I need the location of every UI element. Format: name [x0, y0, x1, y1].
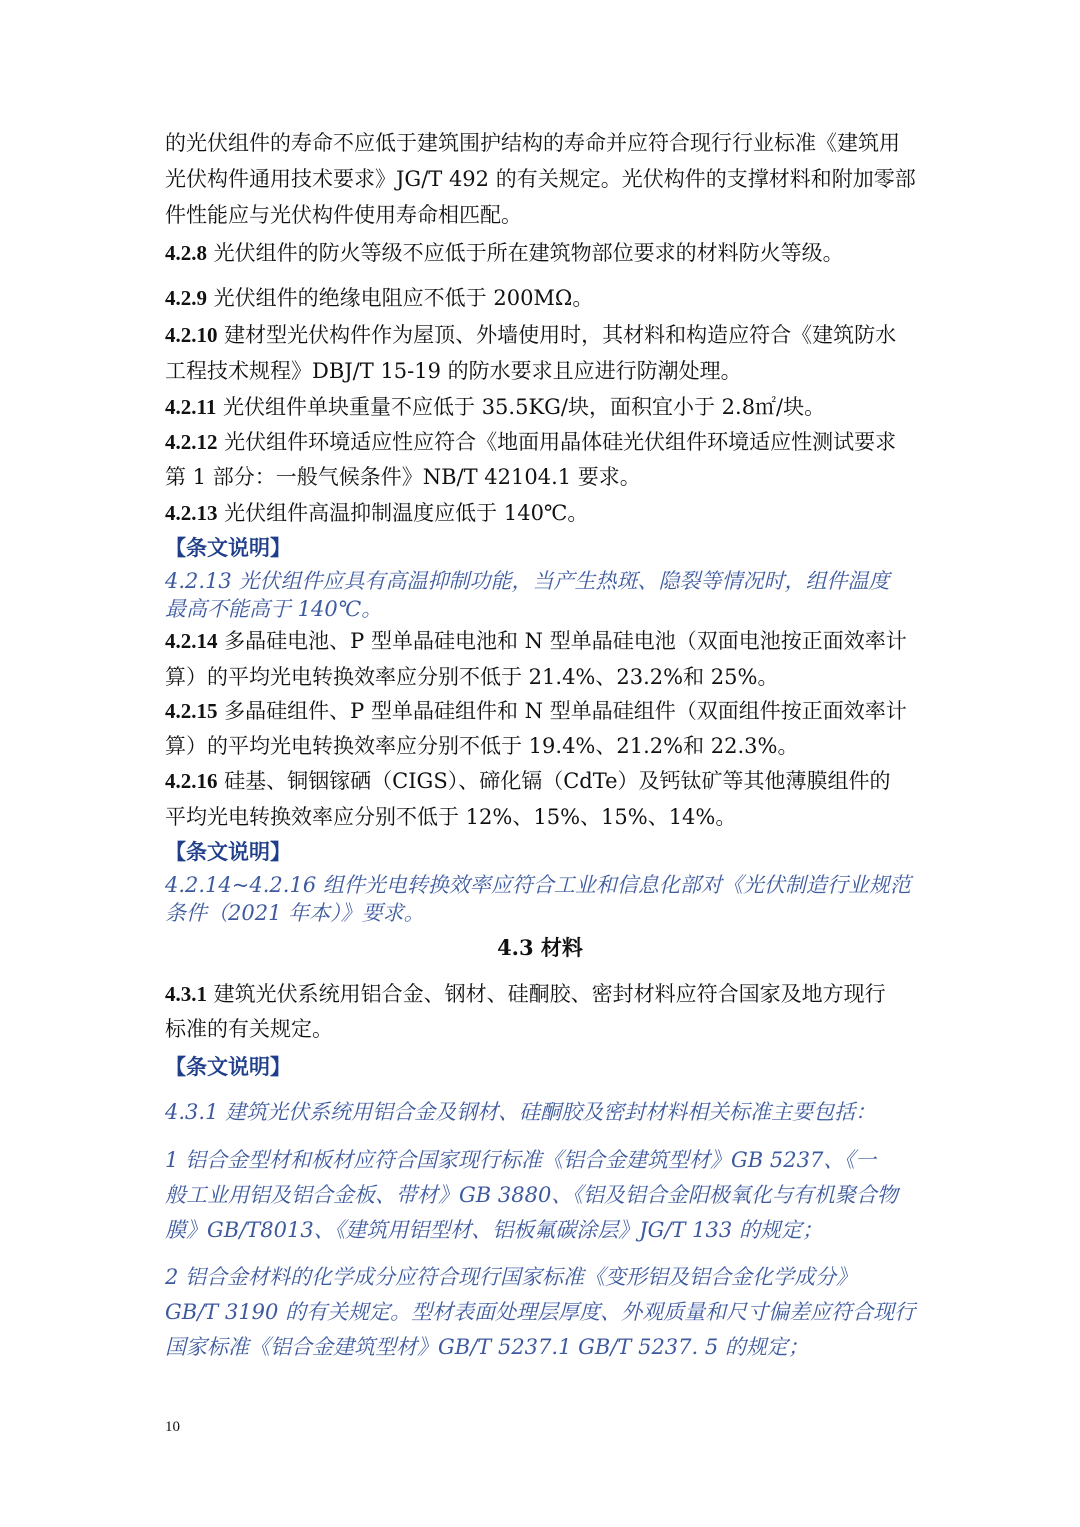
line-text: 2 铝合金材料的化学成分应符合现行国家标准《变形铝及铝合金化学成分》 — [165, 1265, 858, 1289]
line-text: 建筑光伏系统用铝合金、钢材、硅酮胶、密封材料应符合国家及地方现行 — [207, 982, 886, 1006]
line-text: 算）的平均光电转换效率应分别不低于 19.4%、21.2%和 22.3%。 — [165, 734, 799, 758]
line-text: 标准的有关规定。 — [165, 1017, 333, 1041]
line-text: 条件（2021 年本）》要求。 — [165, 901, 425, 925]
text-line — [165, 427, 896, 457]
line-text: 光伏组件环境适应性应符合《地面用晶体硅光伏组件环境适应性测试要求 — [217, 430, 897, 454]
text-line — [165, 200, 522, 230]
clause-number: 4.2.11 — [165, 395, 217, 419]
commentary-line — [165, 870, 911, 900]
clause-number: 4.2.14 — [165, 629, 218, 653]
line-text: 国家标准《铝合金建筑型材》GB/T 5237.1 GB/T 5237. 5 的规定； — [165, 1335, 809, 1359]
text-line — [165, 462, 641, 492]
commentary-line — [165, 1297, 915, 1327]
text-line — [165, 766, 891, 796]
clause-number: 4.2.16 — [165, 769, 218, 793]
line-text: 件性能应与光伏构件使用寿命相匹配。 — [165, 203, 522, 227]
clause-number: 4.2.9 — [165, 286, 207, 310]
line-text: 第 1 部分：一般气候条件》NB/T 42104.1 要求。 — [165, 465, 641, 489]
text-line — [165, 283, 593, 313]
text-line — [165, 498, 588, 528]
commentary-line — [165, 1097, 876, 1127]
line-text: 光伏组件高温抑制温度应低于 140℃。 — [217, 501, 589, 525]
text-line — [165, 979, 886, 1009]
commentary-line — [165, 1215, 823, 1245]
line-text: 4.2.14~4.2.16 组件光电转换效率应符合工业和信息化部对《光伏制造行业规范 — [165, 873, 911, 897]
commentary-line — [165, 1052, 291, 1082]
clause-number: 4.2.8 — [165, 241, 207, 265]
text-line — [165, 356, 742, 386]
line-text: 【条文说明】 — [165, 839, 291, 864]
text-line — [165, 662, 778, 692]
commentary-line — [165, 1145, 876, 1175]
commentary-line — [165, 594, 382, 624]
text-line — [165, 802, 736, 832]
line-text: 【条文说明】 — [165, 1054, 291, 1079]
line-text: 的光伏组件的寿命不应低于建筑围护结构的寿命并应符合现行行业标准《建筑用 — [165, 131, 900, 155]
line-text: 光伏组件的绝缘电阻应不低于 200MΩ。 — [207, 286, 594, 310]
line-text: 般工业用铝及铝合金板、带材》GB 3880、《铝及铝合金阳极氧化与有机聚合物 — [165, 1183, 898, 1207]
line-text: GB/T 3190 的有关规定。型材表面处理层厚度、外观质量和尺寸偏差应符合现行 — [165, 1300, 916, 1324]
line-text: 4.3 材料 — [497, 935, 583, 960]
line-text: 4.2.13 光伏组件应具有高温抑制功能，当产生热斑、隐裂等情况时，组件温度 — [165, 569, 890, 593]
line-text: 建材型光伏构件作为屋顶、外墙使用时，其材料和构造应符合《建筑防水 — [217, 323, 897, 347]
text-line — [165, 164, 916, 194]
text-line — [165, 320, 896, 350]
commentary-line — [165, 1332, 809, 1362]
text-line — [165, 238, 844, 268]
line-text: 多晶硅电池、P 型单晶硅电池和 N 型单晶硅电池（双面电池按正面效率计 — [217, 629, 907, 653]
commentary-line — [165, 1262, 857, 1292]
section-heading — [0, 933, 1080, 963]
line-text: 算）的平均光电转换效率应分别不低于 21.4%、23.2%和 25%。 — [165, 665, 779, 689]
line-text: 硅基、铜铟镓硒（CIGS）、碲化镉（CdTe）及钙钛矿等其他薄膜组件的 — [217, 769, 891, 793]
clause-number: 4.2.13 — [165, 501, 218, 525]
text-line — [165, 128, 900, 158]
commentary-line — [165, 1180, 898, 1210]
page-number: 10 — [165, 1419, 180, 1435]
line-text: 光伏构件通用技术要求》JG/T 492 的有关规定。光伏构件的支撑材料和附加零部 — [165, 167, 916, 191]
line-text: 光伏组件的防火等级不应低于所在建筑物部位要求的材料防火等级。 — [207, 241, 844, 265]
line-text: 最高不能高于 140℃。 — [165, 597, 383, 621]
text-line — [165, 392, 825, 422]
text-line — [165, 696, 907, 726]
commentary-line — [165, 898, 425, 928]
text-line — [165, 626, 907, 656]
text-line — [165, 1014, 333, 1044]
clause-number: 4.2.10 — [165, 323, 218, 347]
line-text: 光伏组件单块重量不应低于 35.5KG/块，面积宜小于 2.8㎡/块。 — [216, 395, 826, 419]
line-text: 平均光电转换效率应分别不低于 12%、15%、15%、14%。 — [165, 805, 737, 829]
line-text: 膜》GB/T8013、《建筑用铝型材、铝板氟碳涂层》JG/T 133 的规定； — [165, 1218, 823, 1242]
line-text: 1 铝合金型材和板材应符合国家现行标准《铝合金建筑型材》GB 5237、《一 — [165, 1148, 876, 1172]
line-text: 多晶硅组件、P 型单晶硅组件和 N 型单晶硅组件（双面组件按正面效率计 — [217, 699, 907, 723]
clause-number: 4.2.12 — [165, 430, 218, 454]
text-line — [165, 731, 798, 761]
line-text: 【条文说明】 — [165, 535, 291, 560]
clause-number: 4.3.1 — [165, 982, 207, 1006]
clause-number: 4.2.15 — [165, 699, 218, 723]
commentary-line — [165, 837, 291, 867]
commentary-line — [165, 566, 889, 596]
line-text: 工程技术规程》DBJ/T 15-19 的防水要求且应进行防潮处理。 — [165, 359, 742, 383]
line-text: 4.3.1 建筑光伏系统用铝合金及钢材、硅酮胶及密封材料相关标准主要包括： — [165, 1100, 877, 1124]
commentary-line — [165, 533, 291, 563]
